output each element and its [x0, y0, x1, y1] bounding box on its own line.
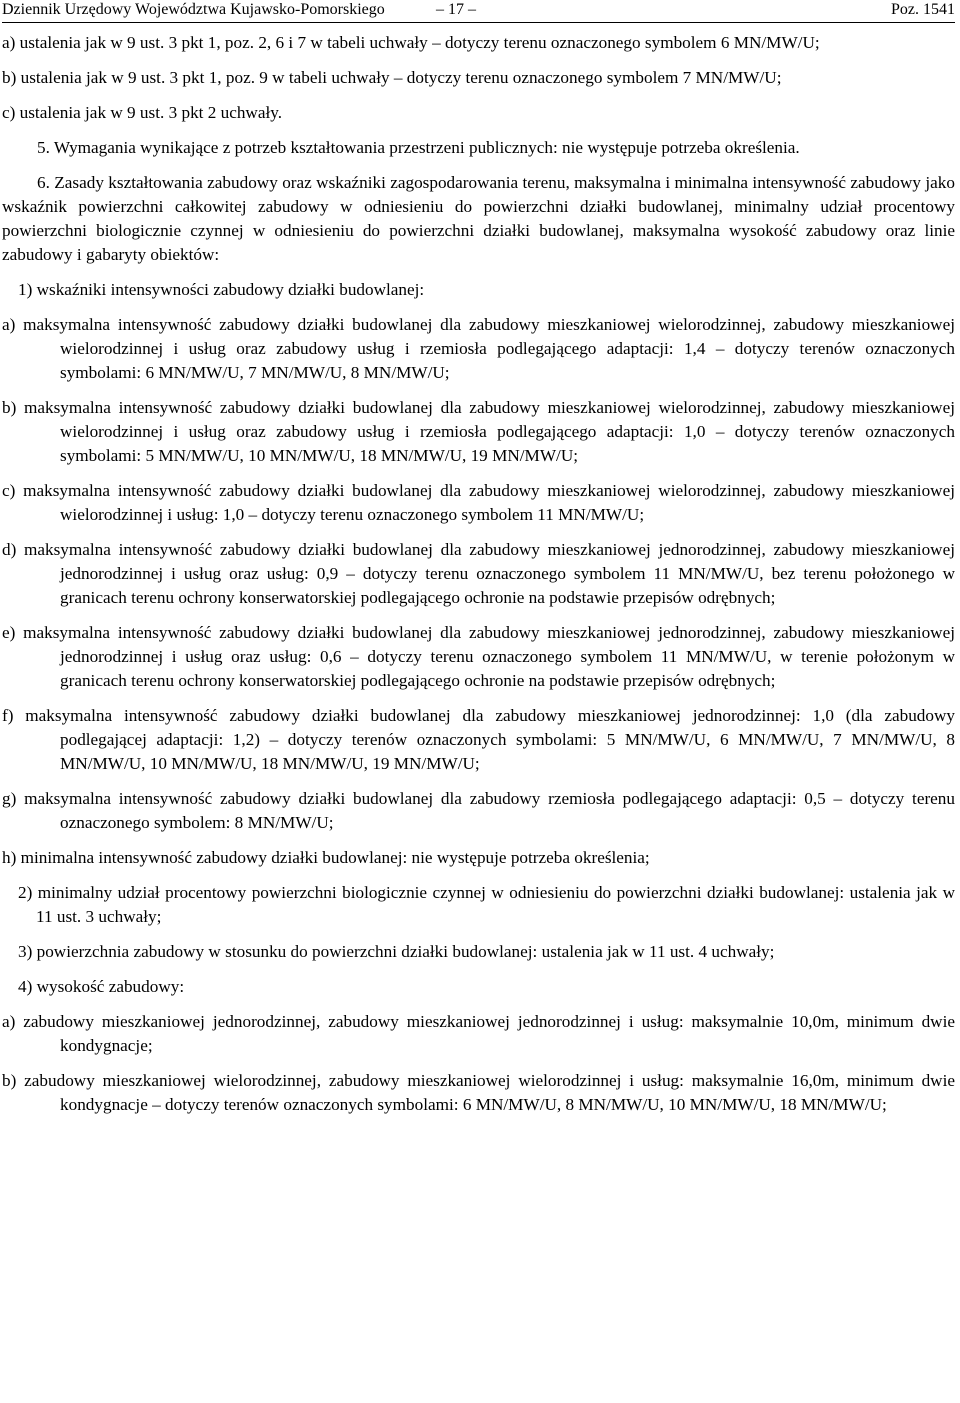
position-number: Poz. 1541	[891, 1, 955, 18]
item-c-section4: c) ustalenia jak w 9 ust. 3 pkt 2 uchwały.	[2, 103, 283, 122]
point-1-g: g) maksymalna intensywność zabudowy działki budowlanej dla zabudowy rzemiosła podlegającego adaptacji: 0,5 – dotyczy terenu oznaczonego symbolem: 8 MN/MW/U;	[2, 789, 955, 832]
paragraph-5: 5. Wymagania wynikające z potrzeb kształtowania przestrzeni publicznych: nie występuje potrzeba określenia.	[37, 138, 800, 157]
point-3: 3) powierzchnia zabudowy w stosunku do powierzchni działki budowlanej: ustalenia jak w 11 ust. 4 uchwały;	[18, 942, 775, 961]
point-4: 4) wysokość zabudowy:	[18, 977, 185, 996]
point-4-b: b) zabudowy mieszkaniowej wielorodzinnej, zabudowy mieszkaniowej wielorodzinnej i usług: maksymalnie 16,0m, minimum dwie kondygnacje – dotyczy terenów oznaczonych symbolami: 6 MN/MW/U, 8 MN/MW/U, 10 MN/MW/U, 18 MN/MW/U;	[2, 1071, 955, 1114]
item-a-section4: a) ustalenia jak w 9 ust. 3 pkt 1, poz. 2, 6 i 7 w tabeli uchwały – dotyczy terenu oznaczonego symbolem 6 MN/MW/U;	[2, 33, 820, 52]
point-1-e: e) maksymalna intensywność zabudowy działki budowlanej dla zabudowy mieszkaniowej jednorodzinnej, zabudowy mieszkaniowej jednorodzinnej i usług oraz usług: 0,6 – dotyczy terenu oznaczonego symbolem 11 MN/MW/U, w terenie położonym w granicach terenu ochrony konserwatorskiej podlegającego ochronie na podstawie przepisów odrębnych;	[2, 623, 955, 690]
point-1-c: c) maksymalna intensywność zabudowy działki budowlanej dla zabudowy mieszkaniowej wielorodzinnej, zabudowy mieszkaniowej wielorodzinnej i usług: 1,0 – dotyczy terenu oznaczonego symbolem 11 MN/MW/U;	[2, 481, 955, 524]
point-1-f: f) maksymalna intensywność zabudowy działki budowlanej dla zabudowy mieszkaniowej jednorodzinnej: 1,0 (dla zabudowy podlegającej adaptacji: 1,2) – dotyczy terenów oznaczonych symbolami: 5 MN/MW/U, 6 MN/MW/U, 7 MN/MW/U, 8 MN/MW/U, 10 MN/MW/U, 18 MN/MW/U, 19 MN/MW/U;	[2, 706, 955, 773]
point-4-a: a) zabudowy mieszkaniowej jednorodzinnej, zabudowy mieszkaniowej jednorodzinnej i usług: maksymalnie 10,0m, minimum dwie kondygnacje;	[2, 1012, 955, 1055]
item-b-section4: b) ustalenia jak w 9 ust. 3 pkt 1, poz. 9 w tabeli uchwały – dotyczy terenu oznaczonego symbolem 7 MN/MW/U;	[2, 68, 782, 87]
point-1: 1) wskaźniki intensywności zabudowy działki budowlanej:	[18, 280, 425, 299]
page-number: – 17 –	[436, 1, 476, 18]
point-1-a: a) maksymalna intensywność zabudowy działki budowlanej dla zabudowy mieszkaniowej wielorodzinnej, zabudowy mieszkaniowej wielorodzinnej i usług oraz zabudowy usług i rzemiosła podlegającego adaptacji: 1,4 – dotyczy terenów oznaczonych symbolami: 6 MN/MW/U, 7 MN/MW/U, 8 MN/MW/U;	[2, 315, 955, 382]
point-2: 2) minimalny udział procentowy powierzchni biologicznie czynnej w odniesieniu do powierzchni działki budowlanej: ustalenia jak w 11 ust. 3 uchwały;	[18, 883, 955, 926]
paragraph-6: 6. Zasady kształtowania zabudowy oraz wskaźniki zagospodarowania terenu, maksymalna i minimalna intensywność zabudowy jako wskaźnik powierzchni całkowitej zabudowy w odniesieniu do powierzchni działki budowlanej, minimalny udział procentowy powierzchni biologicznie czynnej w odniesieniu do powierzchni działki budowlanej, maksymalna wysokość zabudowy oraz linie zabudowy i gabaryty obiektów:	[2, 173, 955, 264]
point-1-d: d) maksymalna intensywność zabudowy działki budowlanej dla zabudowy mieszkaniowej jednorodzinnej, zabudowy mieszkaniowej jednorodzinnej i usług oraz usług: 0,9 – dotyczy terenu oznaczonego symbolem 11 MN/MW/U, bez terenu położonego w granicach terenu ochrony konserwatorskiej podlegającego ochronie na podstawie przepisów odrębnych;	[2, 540, 955, 607]
page-header	[2, 0, 955, 23]
journal-title: Dziennik Urzędowy Województwa Kujawsko-Pomorskiego	[2, 1, 385, 18]
point-1-h: h) minimalna intensywność zabudowy działki budowlanej: nie występuje potrzeba określenia;	[2, 848, 650, 867]
point-1-b: b) maksymalna intensywność zabudowy działki budowlanej dla zabudowy mieszkaniowej wielorodzinnej, zabudowy mieszkaniowej wielorodzinnej i usług oraz zabudowy usług i rzemiosła podlegającego adaptacji: 1,0 – dotyczy terenów oznaczonych symbolami: 5 MN/MW/U, 10 MN/MW/U, 18 MN/MW/U, 19 MN/MW/U;	[2, 398, 955, 465]
